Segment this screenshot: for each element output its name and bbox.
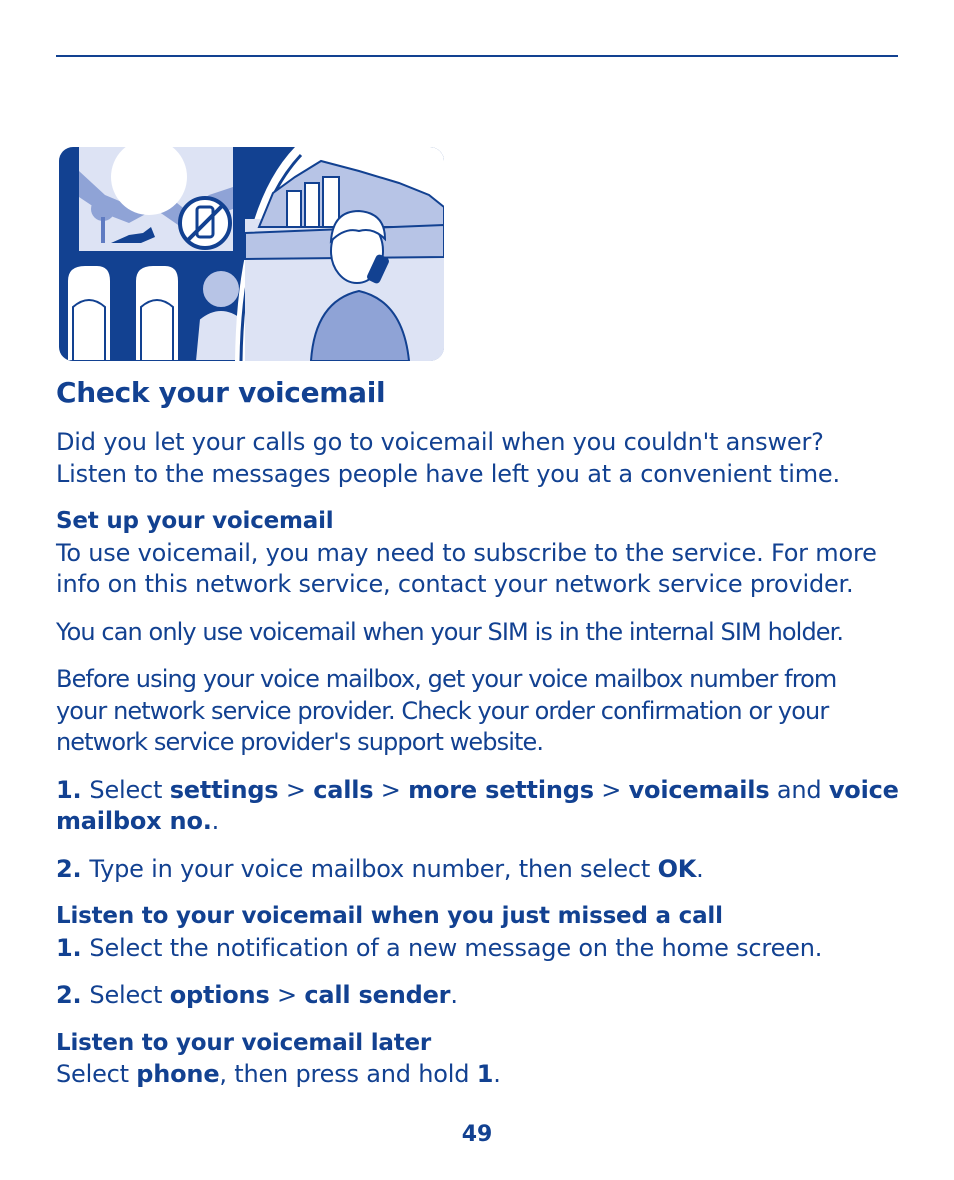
setup-step-1: 1. Select settings > calls > more settings > voicemails and voice mailbox no.. [56,775,899,835]
setup-step-2: 2. Type in your voice mailbox number, then select OK. [56,854,704,883]
voicemail-illustration [59,147,444,361]
setup-heading: Set up your voicemail [56,508,334,534]
intro-paragraph: Did you let your calls go to voicemail when you couldn't answer? Listen to the messages people have left you at a convenient time. [56,428,840,488]
setup-paragraph: To use voicemail, you may need to subscribe to the service. For more info on this network service, contact your network service provider. [56,538,877,598]
listen-later-heading: Listen to your voicemail later [56,1029,432,1056]
listen-later-instruction: Select phone, then press and hold 1. [56,1060,501,1088]
missed-step-2: 2. Select options > call sender. [56,981,458,1009]
page-content [56,375,906,1091]
missed-call-heading: Listen to your voicemail when you just missed a call [56,903,723,929]
sim-holder-note: You can only use voicemail when your SIM is in the internal SIM holder. [56,617,844,646]
top-rule [56,55,898,57]
mailbox-number-paragraph: Before using your voice mailbox, get your voice mailbox number from your network service provider. Check your order confirmation or your network service provider's support website. [56,665,837,756]
section-title: Check your voicemail [56,376,386,409]
page-number: 49 [461,1122,493,1147]
missed-step-1: 1. Select the notification of a new message on the home screen. [56,933,823,962]
